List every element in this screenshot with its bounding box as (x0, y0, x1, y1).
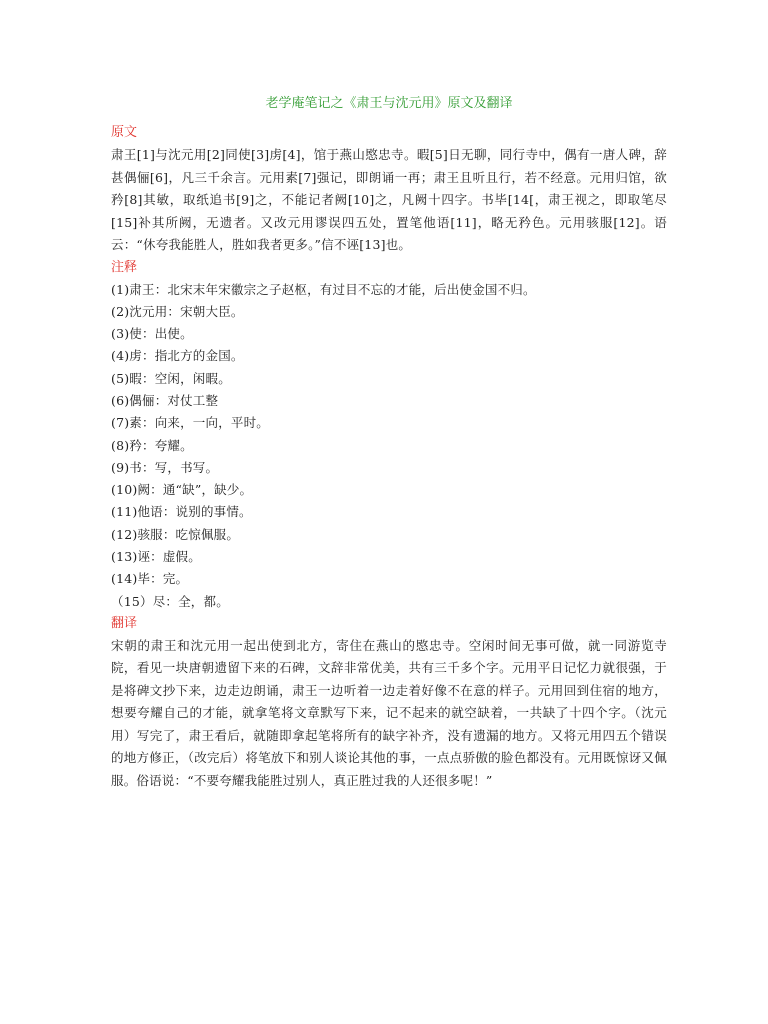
note-item: (13)诬：虚假。 (111, 549, 201, 565)
document-page (111, 94, 667, 792)
note-item: (14)毕：完。 (111, 571, 189, 587)
note-item: (8)矜：夸耀。 (111, 437, 193, 453)
note-item: (5)暇：空闲，闲暇。 (111, 370, 231, 386)
note-item: (10)阙：通“缺”，缺少。 (111, 482, 253, 498)
note-item: (2)沈元用：宋朝大臣。 (111, 303, 244, 319)
note-item: (9)书：写，书写。 (111, 459, 219, 475)
note-item: (6)偶俪：对仗工整 (111, 392, 219, 408)
document-title: 老学庵笔记之《肃王与沈元用》原文及翻译 (265, 96, 513, 111)
note-item: （15）尽：全，都。 (111, 593, 229, 609)
original-heading: 原文 (111, 125, 138, 140)
note-item: (4)虏：指北方的金国。 (111, 348, 244, 364)
note-item: (12)骇服：吃惊佩服。 (111, 526, 240, 542)
note-item: (3)使：出使。 (111, 326, 193, 342)
notes-heading: 注释 (111, 259, 138, 275)
notes-list (111, 279, 667, 613)
note-item: (7)素：向来，一向，平时。 (111, 415, 270, 431)
translation-heading: 翻译 (111, 615, 138, 631)
note-item: (1)肃王：北宋末年宋徽宗之子赵枢，有过目不忘的才能，后出使金国不归。 (111, 281, 536, 297)
original-text: 肃王[1]与沈元用[2]同使[3]虏[4]，馆于燕山愍忠寺。暇[5]日无聊，同行寺中，偶有一唐人碑，辞甚偶俪[6]，凡三千余言。元用素[7]强记，即朗诵一再；肃王且听且行，若不经意。元用归馆，欲矜[8]其敏，取纸追书[9]之，不能记者阙[10]之，凡阙十四字。书毕[14[，肃王视之，即取笔尽[15]补其所阙，无遗者。又改元用谬误四五处，置笔他语[11]，略无矜色。元用骇服[12]。语云：“休夸我能胜人，胜如我者更多。”信不诬[13]也。 (111, 147, 667, 252)
note-item: (11)他语：说别的事情。 (111, 504, 252, 520)
translation-text: 宋朝的肃王和沈元用一起出使到北方，寄住在燕山的愍忠寺。空闲时间无事可做，就一同游览寺院，看见一块唐朝遗留下来的石碑，文辞非常优美，共有三千多个字。元用平日记忆力就很强，于是将碑文抄下来，边走边朗诵，肃王一边听着一边走着好像不在意的样子。元用回到住宿的地方，想要夸耀自己的才能，就拿笔将文章默写下来，记不起来的就空缺着，一共缺了十四个字。（沈元用）写完了，肃王看后，就随即拿起笔将所有的缺字补齐，没有遗漏的地方。又将元用四五个错误的地方修正，（改完后）将笔放下和别人谈论其他的事，一点点骄傲的脸色都没有。元用既惊讶又佩服。俗语说：“不要夸耀我能胜过别人，真正胜过我的人还很多呢！” (111, 637, 667, 788)
